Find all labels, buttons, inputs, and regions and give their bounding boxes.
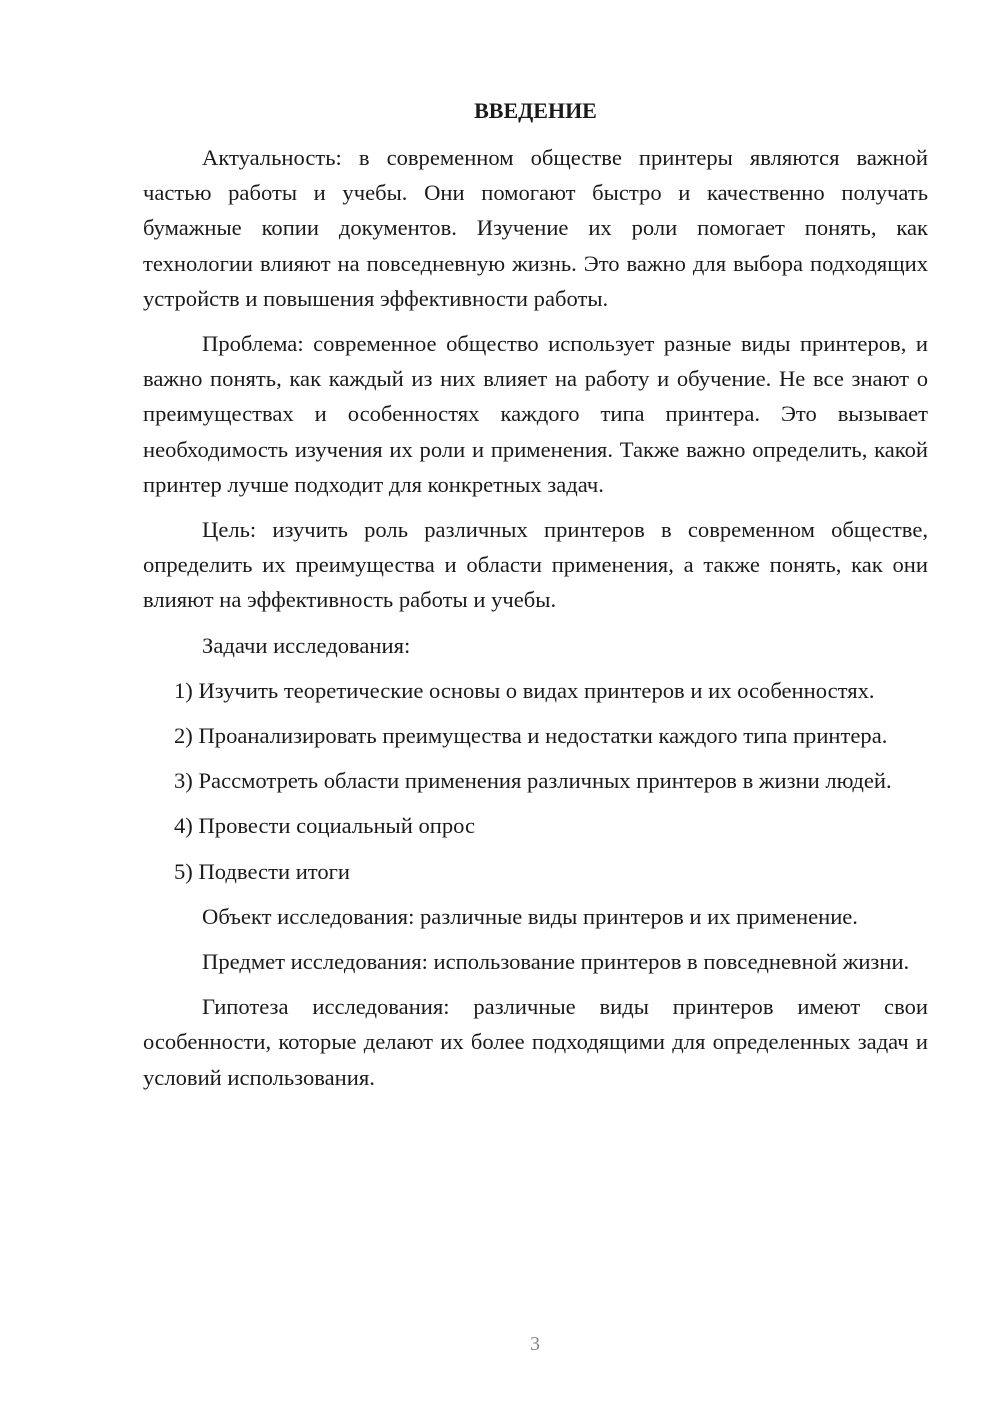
paragraph-hypothesis: Гипотеза исследования: различные виды принтеров имеют свои особенности, которые делают их более подходящими для определенных задач и условий использования. [143,994,928,1090]
task-item-5: 5) Подвести итоги [174,858,351,884]
tasks-heading: Задачи исследования: [202,632,411,658]
paragraph-relevance: Актуальность: в современном обществе принтеры являются важной частью работы и учебы. Они помогают быстро и качественно получать бумажные копии документов. Изучение их роли помогает понять, как технологии влияют на повседневную жизнь. Это важно для выбора подходящих устройств и повышения эффективности работы. [143,145,928,311]
page-title: ВВЕДЕНИЕ [474,98,597,123]
task-item-4: 4) Провести социальный опрос [174,813,476,839]
paragraph-problem: Проблема: современное общество использует разные виды принтеров, и важно понять, как каждый из них влияет на работу и обучение. Не все знают о преимуществах и особенностях каждого типа принтера. Это вызывает необходимость изучения их роли и применения. Также важно определить, какой принтер лучше подходит для конкретных задач. [143,331,928,497]
paragraph-subject: Предмет исследования: использование принтеров в повседневной жизни. [202,949,910,975]
page-number: 3 [530,1333,540,1355]
page-content [143,96,928,1105]
task-item-3: 3) Рассмотреть области применения различных принтеров в жизни людей. [174,768,892,794]
paragraph-object: Объект исследования: различные виды принтеров и их применение. [202,903,858,929]
paragraph-goal: Цель: изучить роль различных принтеров в современном обществе, определить их преимущества и области применения, а также понять, как они влияют на эффективность работы и учебы. [143,517,928,613]
task-item-2: 2) Проанализировать преимущества и недостатки каждого типа принтера. [174,723,888,749]
task-item-1: 1) Изучить теоретические основы о видах принтеров и их особенностях. [174,677,875,703]
